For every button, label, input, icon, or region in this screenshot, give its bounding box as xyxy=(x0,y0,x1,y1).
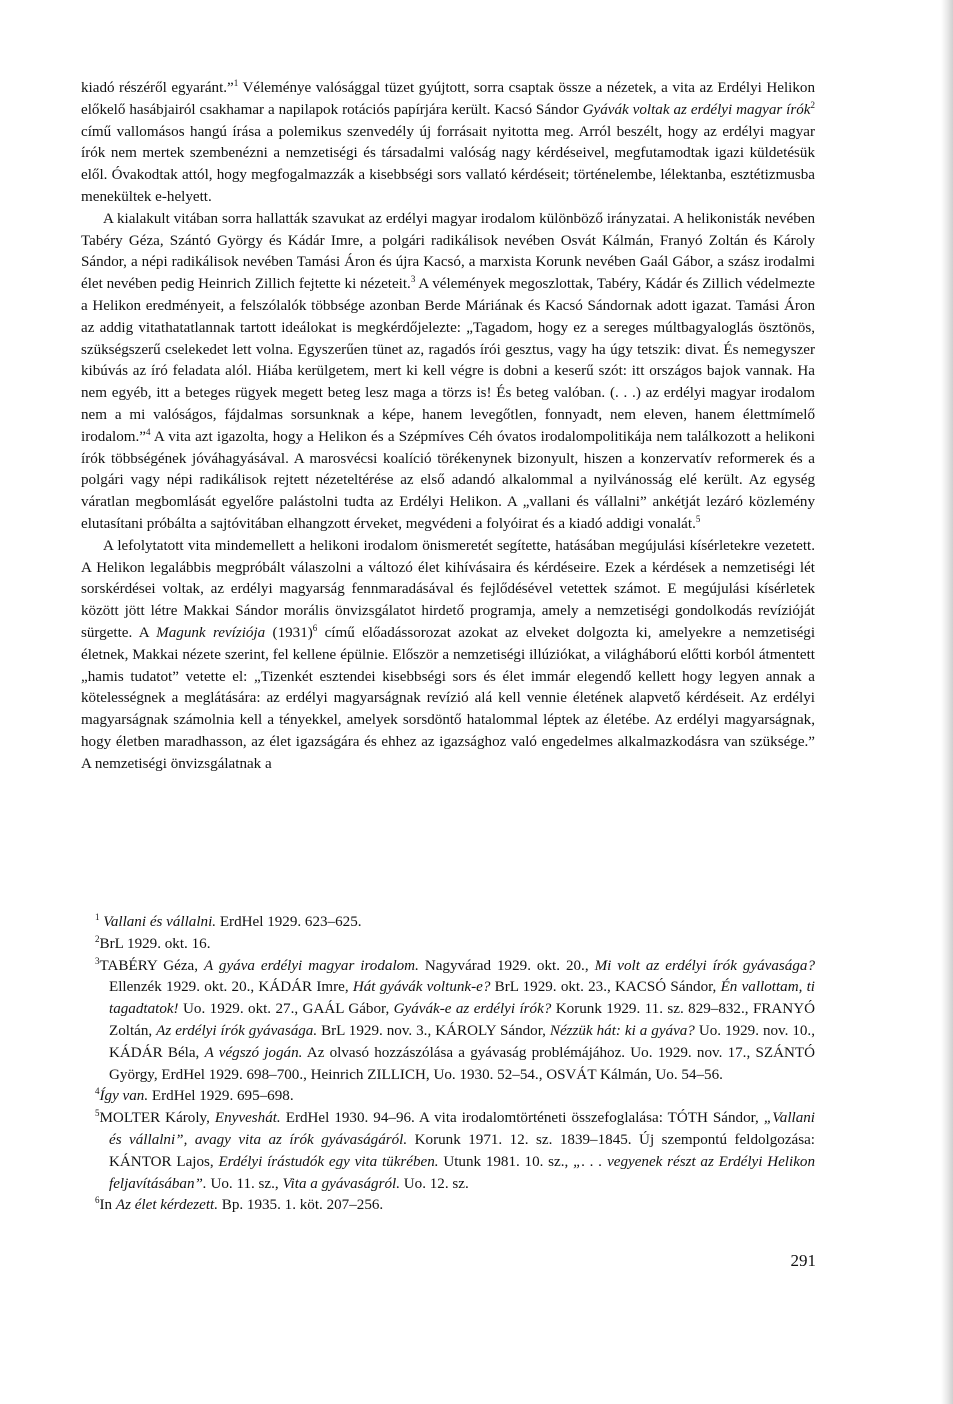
footnote-ref-5: 5 xyxy=(695,513,701,524)
footnote-ref-4: 4 xyxy=(145,426,151,437)
text-run: BrL 1929. okt. 16. xyxy=(99,935,211,952)
footnote-4 xyxy=(95,1086,815,1108)
italic-title: Az élet kérdezett. xyxy=(115,1197,218,1214)
text-run: BrL 1929. nov. 3., KÁROLY Sándor, xyxy=(317,1022,550,1039)
footnote-6 xyxy=(95,1195,815,1217)
text-run: ErdHel 1930. 94–96. A vita irodalomtörténeti összefoglalása: TÓTH Sándor, xyxy=(280,1110,764,1127)
italic-title: Magunk revíziója xyxy=(156,624,266,641)
italic-title: Erdélyi írástudók egy vita tükrében. xyxy=(218,1153,439,1170)
text-run: kiadó részéről egyaránt.” xyxy=(81,80,234,96)
text-run: Utunk 1981. 10. sz., xyxy=(438,1153,574,1170)
footnote-number: 6 xyxy=(95,1195,100,1206)
text-run: ErdHel 1929. 623–625. xyxy=(216,914,362,930)
italic-title: Így van. xyxy=(99,1088,149,1105)
italic-title: Én vallottam, ti tagadtatok! xyxy=(109,979,815,1018)
text-run: Uo. 1929. nov. 10., KÁDÁR Béla, xyxy=(109,1022,815,1061)
italic-title: „Vallani és vállalni”, avagy vita az írók gyávaságáról. xyxy=(109,1110,815,1148)
text-run: ErdHel 1929. 695–698. xyxy=(148,1088,294,1105)
italic-title: Gyávák-e az erdélyi írók? xyxy=(393,1001,552,1018)
italic-title: Nézzük hát: ki a gyáva? xyxy=(549,1022,695,1039)
italic-title: Mi volt az erdélyi írók gyávasága? xyxy=(594,957,815,974)
text-run: (1931) xyxy=(265,624,313,641)
text-run: In xyxy=(99,1197,116,1214)
footnote-number: 1 xyxy=(95,911,100,922)
footnote-ref-3: 3 xyxy=(410,274,416,285)
footnote-3 xyxy=(95,956,815,1087)
italic-title: A gyáva erdélyi magyar irodalom. xyxy=(203,957,419,974)
page-number: 291 xyxy=(790,1251,816,1270)
text-run: Ellenzék 1929. okt. 20., KÁDÁR Imre, xyxy=(109,979,353,996)
text-run: című előadássorozat azokat az elveket dolgozta ki, amelyekre a nemzetiségi életnek, Makkai nézete szerint, fel kellene épülnie. Először a nemzetiségi illúziókat, a világháború előtti korból átmentett „hamis tudatot” vetette el: „Tizenkét esztendei kisebbségi sors és élet immár elegendő kellett hogy legyen annak a kötelességnek a meglátására: az erdélyi magyarságnak revízió alá kell vennie életének alapvető kérdéseit. Az erdélyi magyarságnak számolnia kell a tényekkel, amelyek sorsdöntő hatalommal léptek az életébe. Az erdélyi magyarságnak, hogy életben maradhasson, az élet igazságára és ehhez az igazsághoz való engedelmes alkalmazkodásra van szüksége.” A nemzetiségi önvizsgálatnak a xyxy=(81,624,816,772)
footnote-number: 5 xyxy=(95,1108,100,1119)
text-run: Véleménye valósággal tüzet gyújtott, sorra csaptak össze a nézetek, a vita az Erdélyi Helikon előkelő hasábjairól csakhamar a napilapok rotációs papírjára került. Kacsó Sándor xyxy=(81,80,815,118)
footnote-ref-1: 1 xyxy=(233,77,239,88)
italic-title: Vita a gyávaságról. xyxy=(282,1175,400,1192)
text-run: A vélemények megoszlottak, Tabéry, Kádár és Zillich védelmezte a Helikon eredményeit, a felszólalók többsége azonban Berde Máriának és Kacsó Sándornak adott igazat. Tamási Áron az addig vitathatatlannak tartott ideálokat is megkérdőjelezte: „Tagadom, hogy ez a sereges múltbagyaloglás ösztönös, szükségszerű cselekedet lett volna. Egyszerűen tünet az, ragadós írói gesztus, vagy ha úgy tetszik: divat. És nemegyszer kibúvás az író feladata alól. Hiába kerülgetem, mert ki kell végre is dobni a keserű szót: itt országos bajok vannak. Ha nem egyéb, itt a beteges rügyek megett beteg lesz maga a törzs is! És beteg valóban. (. . .) az erdélyi magyar irodalom nem a mi valóságos, fájdalmas sorsunknak a képe, hanem levegőtlen, fonnyadt, nem eleven, hanem élettmímelő irodalom.” xyxy=(81,276,816,445)
text-run: Korunk 1929. 11. sz. 829–832., FRANYÓ Zoltán, xyxy=(109,1001,816,1039)
italic-title: A végszó jogán. xyxy=(204,1044,303,1061)
footnotes xyxy=(81,912,815,1217)
footnote-number: 3 xyxy=(95,955,100,966)
footnote-number: 4 xyxy=(95,1086,100,1097)
italic-title: Gyávák voltak az erdélyi magyar írók xyxy=(582,101,811,118)
paragraph-3 xyxy=(81,536,815,776)
text-run: Bp. 1935. 1. köt. 207–256. xyxy=(217,1197,384,1214)
italic-title: Hát gyávák voltunk-e? xyxy=(352,979,491,996)
italic-title: Vallani és vállalni. xyxy=(103,914,217,930)
text-run: A kialakult vitában sorra hallatták szavukat az erdélyi magyar irodalom különböző irányzatai. A helikonisták nevében Tabéry Géza, Szántó György és Kádár Imre, a polgári radikálisok nevében Osvát Kálmán, Franyó Zoltán és Károly Sándor, a népi radikálisok nevében Tamási Áron és újra Kacsó, a marxista Korunk nevében Gaál Gábor, a szász irodalmi élet nevében pedig Heinrich Zillich fejtette ki nézeteit. xyxy=(81,210,815,293)
italic-title: Az erdélyi írók gyávasága. xyxy=(156,1022,318,1039)
page-edge-shadow xyxy=(941,0,953,1404)
text-run: TABÉRY Géza, xyxy=(99,957,204,974)
text-run: Uo. 12. sz. xyxy=(399,1175,469,1192)
text-run: Az olvasó hozzászólása a gyávaság problémájához. Uo. 1929. nov. 17., SZÁNTÓ György, ErdHel 1929. 698–700., Heinrich ZILLICH, Uo. 1930. 52–54., OSVÁT Kálmán, Uo. 54–56. xyxy=(109,1044,815,1083)
text-run: A vita azt igazolta, hogy a Helikon és a Szépmíves Céh óvatos irodalompolitikája nem találkozott a helikoni írók többségének jóváhagyásával. A marosvécsi koalíció törékenynek bizonyult, hiszen a konzervatív reformerek és a polgári vagy népi radikálisok rejtett nézeteltérése az első adandó alkalommal a nyilvánosság elé került. Az egység váratlan megbomlását egyelőre palástolni tudta az Erdélyi Helikon. A „vallani és vállalni” ankétját lezáró közlemény elutasítani próbálta a sajtóvitában elhangzott érveket, megvédeni a folyóirat és a kiadó addigi vonalát. xyxy=(81,428,815,532)
italic-title: „. . . vegyenek részt az Erdélyi Helikon feljavításában”. xyxy=(109,1153,815,1192)
text-run: A lefolytatott vita mindemellett a helikoni irodalom önismeretét segítette, hatásában megújulási kísérletekre vezetett. A Helikon legalábbis megpróbált válaszolni a változó élet kihívásaira és kérdéseire. Ezek a kérdések a nemzetiségi lét sorskérdései voltak, az erdélyi magyarság fennmaradásával és fejlődésével vetettek számot. E megújulási kísérletek között jött létre Makkai Sándor morális önvizsgálatot hirdető programja, amely a nemzetiségi gondolkodás revízióját sürgette. A xyxy=(81,537,815,641)
paragraph-1 xyxy=(81,78,815,209)
text-run: Korunk 1971. 12. sz. 1839–1845. Új szempontú feldolgozása: KÁNTOR Lajos, xyxy=(109,1131,815,1170)
italic-title: Enyveshát. xyxy=(214,1110,281,1127)
footnote-1 xyxy=(95,912,815,934)
footnote-number: 2 xyxy=(95,933,100,944)
text-run: című vallomásos hangú írása a polemikus szenvedély új forrásait nyitotta meg. Arról beszélt, hogy az erdélyi magyar írók nem mertek szembenézni a nemzetiségi és társadalmi valóság nagy kérdéseivel, megfutamodtak igazi küldetésük elől. Óvakodtak attól, hogy megfogalmazzák a kisebbségi sors vallató kérdéseit; történelembe, lélektanba, esztétizmusba menekültek e-helyett. xyxy=(81,123,815,205)
text-run: Uo. 11. sz., xyxy=(206,1175,283,1192)
footnote-ref-6: 6 xyxy=(312,622,318,633)
footnote-ref-2: 2 xyxy=(810,99,815,110)
text-run: Uo. 1929. okt. 27., GAÁL Gábor, xyxy=(178,1001,394,1018)
text-run: Nagyvárad 1929. okt. 20., xyxy=(418,957,595,974)
text-run: BrL 1929. okt. 23., KACSÓ Sándor, xyxy=(490,979,721,996)
paragraph-2 xyxy=(81,209,815,536)
footnote-5 xyxy=(95,1108,815,1195)
text-run: MOLTER Károly, xyxy=(99,1110,215,1127)
main-text xyxy=(81,78,815,776)
footnote-2 xyxy=(95,934,815,956)
